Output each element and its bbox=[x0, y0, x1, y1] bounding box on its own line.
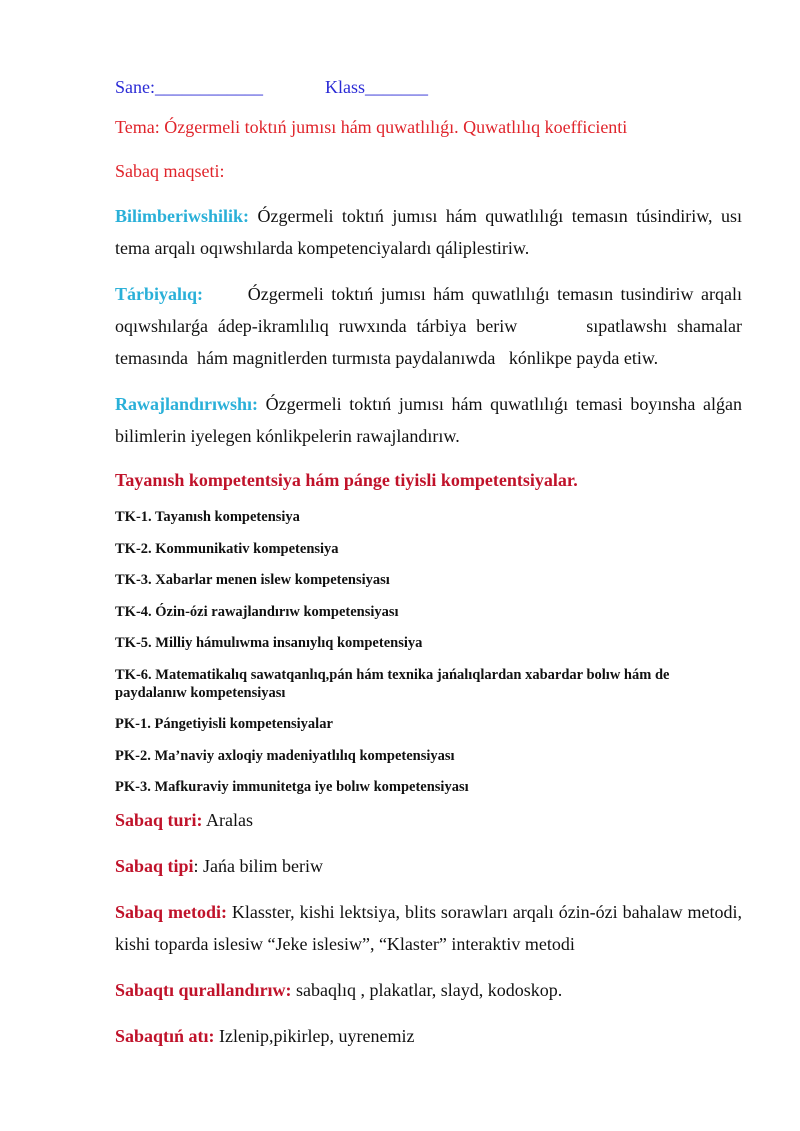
list-item: TK-5. Milliy hámulıwma insanıylıq kompetensiya bbox=[115, 635, 423, 651]
lesson-method-label: Sabaq metodi: bbox=[115, 901, 227, 922]
date-field: Sane:____________ bbox=[115, 77, 263, 97]
list-item: PK-3. Mafkuraviy immunitetga iye bolıw kompetensiyası bbox=[115, 779, 469, 795]
goal-label: Rawajlandırıwshı: bbox=[115, 394, 259, 414]
list-item: TK-4. Ózin-ózi rawajlandırıw kompetensiyası bbox=[115, 603, 399, 620]
lesson-type bbox=[115, 804, 742, 836]
lesson-equipment bbox=[115, 974, 742, 1006]
goal-text: Ózgermeli toktıń jumısı hám quwatlılıǵı temasi boyınsha alǵan bilimlerin iyelegen kónlikpelerin rawajlandırıw. bbox=[115, 394, 742, 446]
list-item: TK-3. Xabarlar menen islew kompetensiyası bbox=[115, 572, 390, 588]
header-line bbox=[115, 74, 742, 100]
lesson-equipment-value: sabaqlıq , plakatlar, slayd, kodoskop. bbox=[291, 979, 563, 1000]
lesson-topic: Tema: Ózgermeli toktıń jumısı hám quwatlılıǵı. Quwatlılıq koefficienti bbox=[115, 117, 628, 137]
competencies-list bbox=[115, 508, 742, 796]
lesson-motto-label: Sabaqtıń atı: bbox=[115, 1025, 215, 1046]
goal-text: Ózgermeli toktıń jumısı hám quwatlılıǵı temasın túsindiriw, usı tema arqalı oqıwshılarda kompetenciyalardı qáliplestiriw. bbox=[115, 206, 742, 258]
lesson-kind-value: : Jańa bilim beriw bbox=[193, 855, 324, 876]
lesson-kind-label: Sabaq tipi bbox=[115, 855, 194, 876]
lesson-method bbox=[115, 896, 742, 960]
lesson-kind bbox=[115, 850, 742, 882]
list-item: PK-1. Pángetiyisli kompetensiyalar bbox=[115, 716, 333, 732]
lesson-type-label: Sabaq turi: bbox=[115, 809, 203, 830]
lesson-motto-value: Izlenip,pikirlep, uyrenemiz bbox=[214, 1025, 415, 1046]
list-item: TK-1. Tayanısh kompetensiya bbox=[115, 509, 300, 525]
class-field: Klass_______ bbox=[325, 77, 428, 97]
goal-label: Tárbiyalıq: bbox=[115, 284, 204, 304]
list-item: PK-2. Ma’naviy axloqiy madeniyatlılıq kompetensiyası bbox=[115, 747, 455, 764]
goal-upbringing bbox=[115, 278, 747, 374]
competencies-heading: Tayanısh kompetentsiya hám pánge tiyisli kompetentsiyalar. bbox=[115, 470, 578, 490]
lesson-method-value: Klasster, kishi lektsiya, blits sorawları arqalı ózin-ózi bahalaw metodi, kishi toparda islesiw “Jeke islesiw”, “Klaster” interaktiv metodi bbox=[115, 901, 742, 954]
list-item: TK-2. Kommunikativ kompetensiya bbox=[115, 540, 339, 557]
goal-label: Bilimberiwshilik: bbox=[115, 206, 250, 226]
lesson-equipment-label: Sabaqtı qurallandırıw: bbox=[115, 979, 292, 1000]
goal-educational bbox=[115, 200, 742, 264]
lesson-type-value: Aralas bbox=[202, 809, 254, 830]
goal-text: Ózgermeli toktıń jumısı hám quwatlılıǵı temasın tusindiriw arqalı oqıwshılarǵa ádep-ikramlılıq ruwxında tárbiya beriw sıpatlawshı shamalar temasında hám magnitlerden turmısta paydalanıwda kónlikpe payda etiw. bbox=[115, 284, 747, 368]
list-item: TK-6. Matematikalıq sawatqanlıq,pán hám texnika jańalıqlardan xabardar bolıw hám de paydalanıw kompetensiyası bbox=[115, 666, 670, 701]
goal-developmental bbox=[115, 388, 742, 452]
lesson-motto bbox=[115, 1020, 742, 1052]
goals-heading: Sabaq maqseti: bbox=[115, 161, 225, 181]
